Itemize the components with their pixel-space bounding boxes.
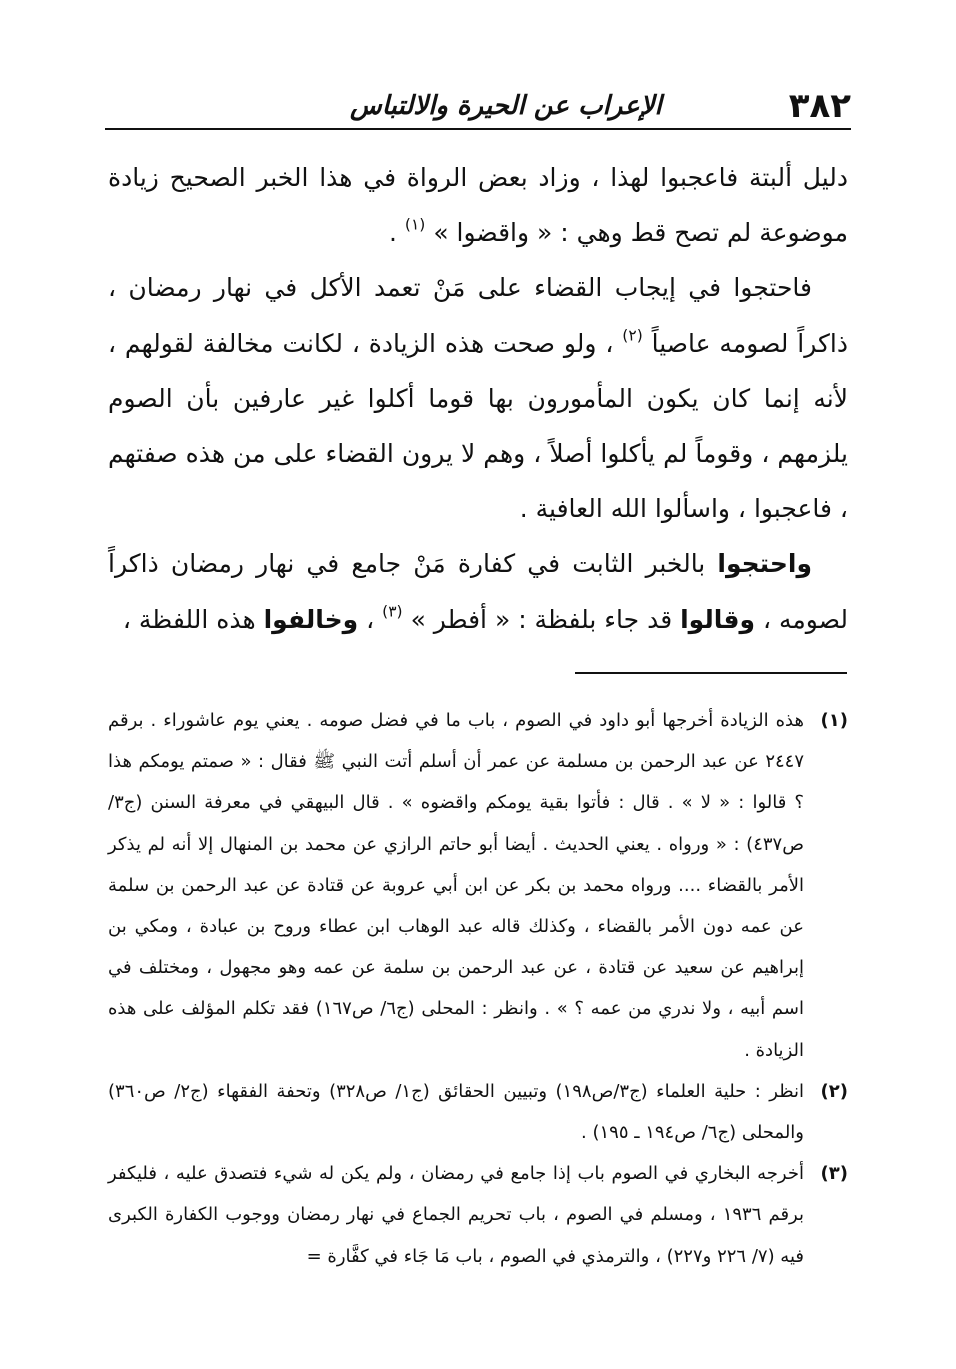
page-header xyxy=(105,68,851,126)
footnote-separator xyxy=(575,672,847,674)
paragraph-3-said: وقالوا xyxy=(680,604,756,634)
footnote-1 xyxy=(108,700,848,1071)
paragraph-3 xyxy=(108,536,848,646)
footnote-ref-2: (٢) xyxy=(622,325,643,344)
paragraph-3-diff: وخالفوا xyxy=(263,604,359,634)
footnote-2-text: انظر : حلية العلماء (ج٣/ص١٩٨) وتبيين الحقائق (ج١/ ص٣٢٨) وتحفة الفقهاء (ج٢/ ص٣٦٠) والمحلى (ج٦/ ص١٩٤ ـ ١٩٥) . xyxy=(108,1080,804,1144)
footnotes xyxy=(108,700,848,1277)
footnote-2 xyxy=(108,1071,848,1153)
header-rule xyxy=(105,128,851,130)
footnote-3 xyxy=(108,1153,848,1277)
main-text xyxy=(108,150,848,647)
paragraph-3-text3: ، xyxy=(358,604,383,634)
footnote-1-text: هذه الزيادة أخرجها أبو داود في الصوم ، باب ما في فضل صومه . يعني يوم عاشوراء . برقم ٢٤٤٧ عن عبد الرحمن بن مسلمة عن عمر أن أسلم أتت النبي ﷺ فقال : « صمتم يومكم هذا ؟ قالوا : « لا » . قال : فأتوا بقية يومكم واقضوه » . قال البيهقي في معرفة السنن (ج٣/ ص٤٣٧) : « ورواه . يعني الحديث . أيضا أبو حاتم الرازي عن محمد بن المنهال إلا أنه لم يذكر الأمر بالقضاء .... ورواه محمد بن بكر عن ابن أبي عروبة عن قتادة عن عبد الرحمن بن سلمة عن عمه دون الأمر بالقضاء ، وكذلك قاله عبد الوهاب ابن عطاء وروح بن عبادة ، ومكي بن إبراهيم عن سعيد عن قتادة ، عن عبد الرحمن بن سلمة عن عمه وهو مجهول ، ومختلف في اسم أبيه ، ولا ندري من عمه ؟ » . وانظر : المحلى (ج٦/ ص١٦٧) فقد تكلم المؤلف على هذه الزيادة . xyxy=(108,710,804,1061)
paragraph-2 xyxy=(108,260,848,536)
paragraph-3-end: هذه اللفظة ، xyxy=(122,604,264,634)
footnote-3-marker: (٣) xyxy=(820,1163,848,1185)
paragraph-1-text: دليل ألبتة فاعجبوا لهذا ، وزاد بعض الرواة في هذا الخبر الصحيح زيادة موضوعة لم تصح قط وهي : « واقضوا » xyxy=(108,163,848,248)
paragraph-3-lead: واحتجوا xyxy=(717,549,812,579)
page-number: ٣٨٢ xyxy=(788,86,851,126)
paragraph-1-end: . xyxy=(389,218,405,248)
paragraph-3-text2: قد جاء بلفظة : « أفطر » xyxy=(410,604,681,634)
running-title: الإعراب عن الحيرة والالتباس xyxy=(350,91,662,121)
footnote-ref-1: (١) xyxy=(404,215,426,234)
footnote-1-marker: (١) xyxy=(820,710,848,731)
footnote-3-text: أخرجه البخاري في الصوم باب إذا جامع في رمضان ، ولم يكن له شيء فتصدق عليه ، فليكفر برقم ١٩٣٦ ، ومسلم في الصوم ، باب تحريم الجماع في نهار رمضان ووجوب الكفارة الكبرى فيه (٧/ ٢٢٦ و٢٢٧) ، والترمذي في الصوم ، باب مَا جَاء في كفَّارة = xyxy=(108,1163,804,1267)
paragraph-3-text: بالخبر الثابت في كفارة مَنْ جامع في نهار رمضان ذاكراً لصومه ، xyxy=(108,549,848,634)
paragraph-2-text: فاحتجوا في إيجاب القضاء على مَنْ تعمد الأكل في نهار رمضان ، ذاكراً لصومه عاصياً xyxy=(108,273,849,358)
footnote-2-marker: (٢) xyxy=(820,1080,848,1102)
paragraph-1 xyxy=(108,150,848,260)
footnote-ref-3: (٣) xyxy=(382,602,403,620)
paragraph-2-end: ، ولو صحت هذه الزيادة ، لكانت مخالفة لقولهم ، لأنه إنما كان يكون المأمورون بها قوما أكلوا غير عارفين بأن الصوم يلزمهم ، وقوماً لم يأكلوا أصلاً ، وهم لا يرون القضاء على من هذه صفتهم ، فاعجبوا ، واسألوا الله العافية . xyxy=(108,328,848,524)
